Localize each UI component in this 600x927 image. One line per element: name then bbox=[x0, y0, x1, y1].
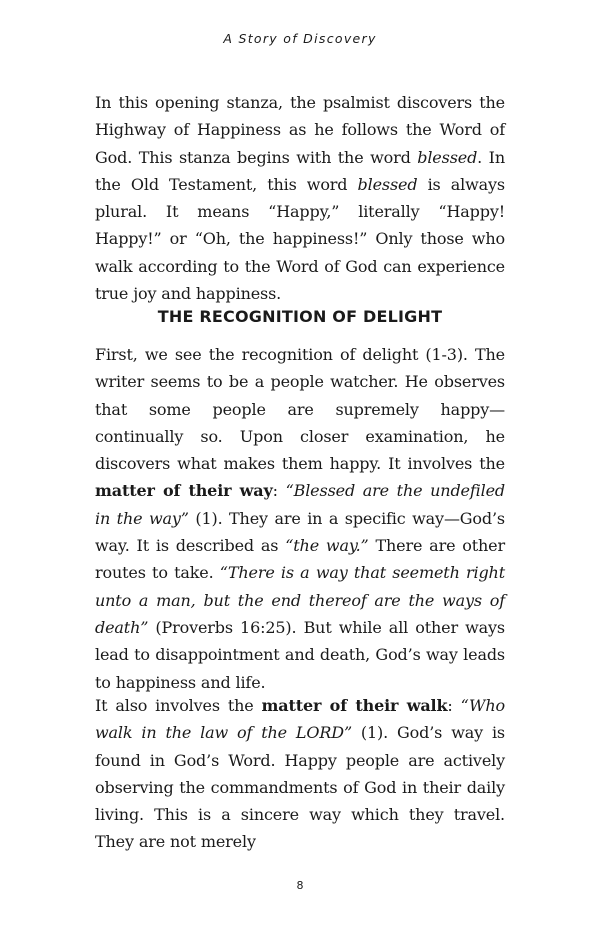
paragraph-recognition: First, we see the recognition of delight (1-3). The writer seems to be a people watcher. He observes that some people are supremely happy—continually so. Upon closer examination, he discovers what makes them happy. It involves the matter of their way: “Blessed are the undefiled in the way” (1). They are in a specific way—God’s way. It is described as “the way.” There are other routes to take. “There is a way that seemeth right unto a man, but the end thereof are the ways of death” (Proverbs 16:25). But while all other ways lead to disappointment and death, God’s way leads to happiness and life. bbox=[95, 345, 506, 692]
running-header: A Story of Discovery bbox=[223, 31, 377, 46]
page-number: 8 bbox=[296, 879, 304, 892]
section-heading: THE RECOGNITION OF DELIGHT bbox=[157, 307, 443, 326]
paragraph-intro: In this opening stanza, the psalmist discovers the Highway of Happiness as he follows the Word of God. This stanza begins with the word blessed. In the Old Testament, this word blessed is always plural. It means “Happy,” literally “Happy! Happy!” or “Oh, the happiness!” Only those who walk according to the Word of God can experience true joy and happiness. bbox=[95, 93, 505, 304]
paragraph-walk: It also involves the matter of their walk: “Who walk in the law of the LORD” (1). God’s way is found in God’s Word. Happy people are actively observing the commandments of God in their daily living. This is a sincere way which they travel. They are not merely bbox=[95, 696, 505, 852]
